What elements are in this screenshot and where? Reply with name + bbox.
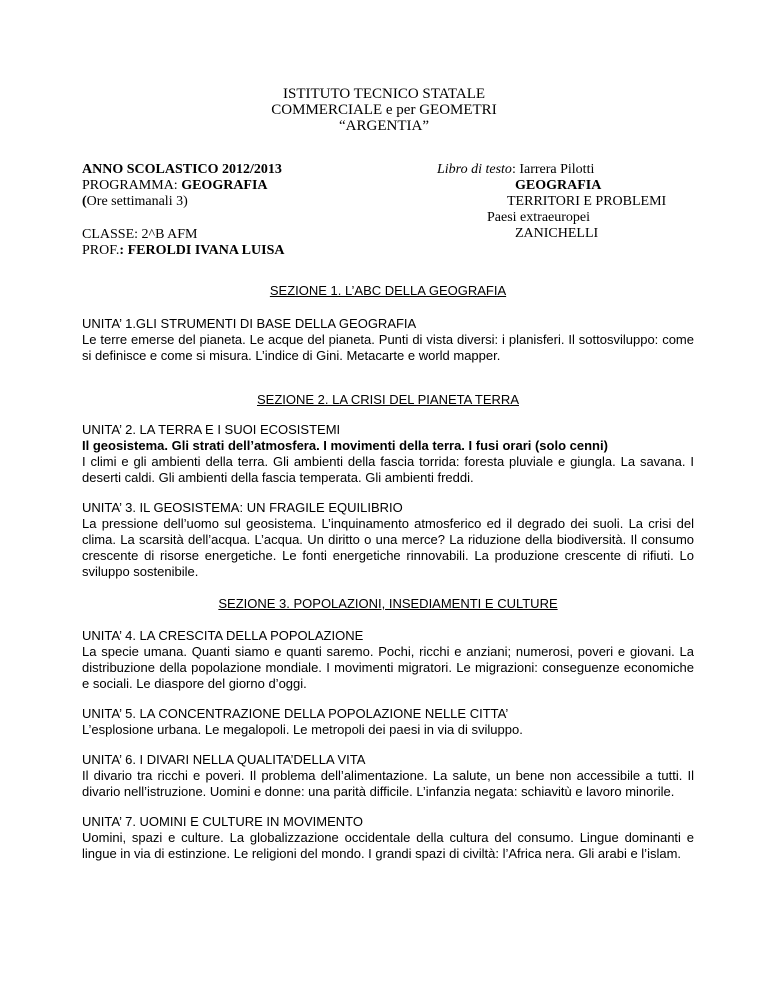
school-name-line-2: COMMERCIALE e per GEOMETRI: [271, 102, 497, 118]
section-3-heading: SEZIONE 3. POPOLAZIONI, INSEDIAMENTI E CULTURE: [218, 596, 558, 611]
textbook-subject: GEOGRAFIA: [515, 178, 602, 193]
section-2-heading: SEZIONE 2. LA CRISI DEL PIANETA TERRA: [256, 392, 519, 407]
course-info: [82, 162, 284, 259]
section-1-heading: SEZIONE 1. L’ABC DELLA GEOGRAFIA: [269, 283, 507, 298]
textbook-info: [432, 162, 667, 242]
school-year: ANNO SCOLASTICO 2012/2013: [82, 162, 282, 177]
unit-1-title: UNITA’ 1.GLI STRUMENTI DI BASE DELLA GEOGRAFIA: [82, 316, 417, 331]
weekly-hours: (Ore settimanali 3): [82, 194, 188, 209]
unit-1-text: Le terre emerse del pianeta. Le acque del pianeta. Punti di vista diversi: i planisferi. Il sottosviluppo: come si definisce e come si misura. L’indice di Gini. Metacarte e world mapper.: [82, 332, 694, 363]
unit-2-text: I climi e gli ambienti della terra. Gli ambienti della fascia torrida: foresta pluviale e giungla. La savana. I deserti caldi. Gli ambienti della fascia temperata. Gli ambienti freddi.: [82, 454, 694, 485]
unit-7-text: Uomini, spazi e culture. La globalizzazione occidentale della cultura del consumo. Lingue dominanti e lingue in via di estinzione. Le religioni del mondo. I grandi spazi di civiltà: l’Africa nera. Gli arabi e l’islam.: [82, 830, 694, 861]
textbook-subtitle: Paesi extraeuropei: [487, 210, 591, 225]
program-subject: GEOGRAFIA: [181, 178, 268, 193]
teacher-name: : FEROLDI IVANA LUISA: [119, 243, 285, 258]
textbook-author-line: Libro di testo: Iarrera Pilotti: [437, 162, 595, 177]
school-name-line-3: “ARGENTIA”: [339, 118, 429, 134]
unit-6-text: Il divario tra ricchi e poveri. Il problema dell’alimentazione. La salute, un bene non accessibile a tutti. Il divario nell’istruzione. Uomini e donne: una parità difficile. L’infanzia negata: schiavitù e lavoro minorile.: [82, 768, 694, 799]
program-line: PROGRAMMA: GEOGRAFIA: [82, 178, 268, 193]
unit-4: [82, 628, 694, 692]
textbook-title: TERRITORI E PROBLEMI: [507, 194, 667, 209]
school-name-line-1: ISTITUTO TECNICO STATALE: [282, 86, 486, 102]
unit-7-title: UNITA’ 7. UOMINI E CULTURE IN MOVIMENTO: [82, 814, 363, 829]
unit-3-title: UNITA’ 3. IL GEOSISTEMA: UN FRAGILE EQUILIBRIO: [82, 500, 403, 515]
unit-2: [82, 422, 694, 486]
class-label: CLASSE: 2^B AFM: [82, 227, 198, 242]
unit-5: [82, 706, 694, 738]
textbook-publisher: ZANICHELLI: [515, 226, 599, 241]
teacher-line: PROF.: FEROLDI IVANA LUISA: [82, 243, 285, 258]
unit-3-text: La pressione dell’uomo sul geosistema. L’inquinamento atmosferico ed il degrado dei suoli. La crisi del clima. La scarsità dell’acqua. L’acqua. Un diritto o una merce? La riduzione della biodiversità. Il consumo crescente di risorse energetiche. Le fonti energetiche rinnovabili. La produzione crescente di rifiuti. Lo sviluppo sostenibile.: [82, 516, 694, 579]
unit-4-text: La specie umana. Quanti siamo e quanti saremo. Pochi, ricchi e anziani; numerosi, poveri e giovani. La distribuzione della popolazione mondiale. I movimenti migratori. Le migrazioni: conseguenze economiche e sociali. Le diaspore del giorno d’oggi.: [82, 644, 694, 691]
school-header: [0, 86, 768, 134]
unit-4-title: UNITA’ 4. LA CRESCITA DELLA POPOLAZIONE: [82, 628, 364, 643]
unit-1: [82, 316, 694, 364]
unit-5-title: UNITA’ 5. LA CONCENTRAZIONE DELLA POPOLAZIONE NELLE CITTA’: [82, 706, 509, 721]
unit-3: [82, 500, 694, 580]
unit-2-title: UNITA’ 2. LA TERRA E I SUOI ECOSISTEMI: [82, 422, 341, 437]
unit-7: [82, 814, 694, 862]
unit-5-text: L’esplosione urbana. Le megalopoli. Le metropoli dei paesi in via di sviluppo.: [82, 722, 523, 737]
unit-6: [82, 752, 694, 800]
unit-2-bold-text: Il geosistema. Gli strati dell’atmosfera. I movimenti della terra. I fusi orari (solo cenni): [82, 438, 608, 453]
unit-6-title: UNITA’ 6. I DIVARI NELLA QUALITA’DELLA VITA: [82, 752, 366, 767]
